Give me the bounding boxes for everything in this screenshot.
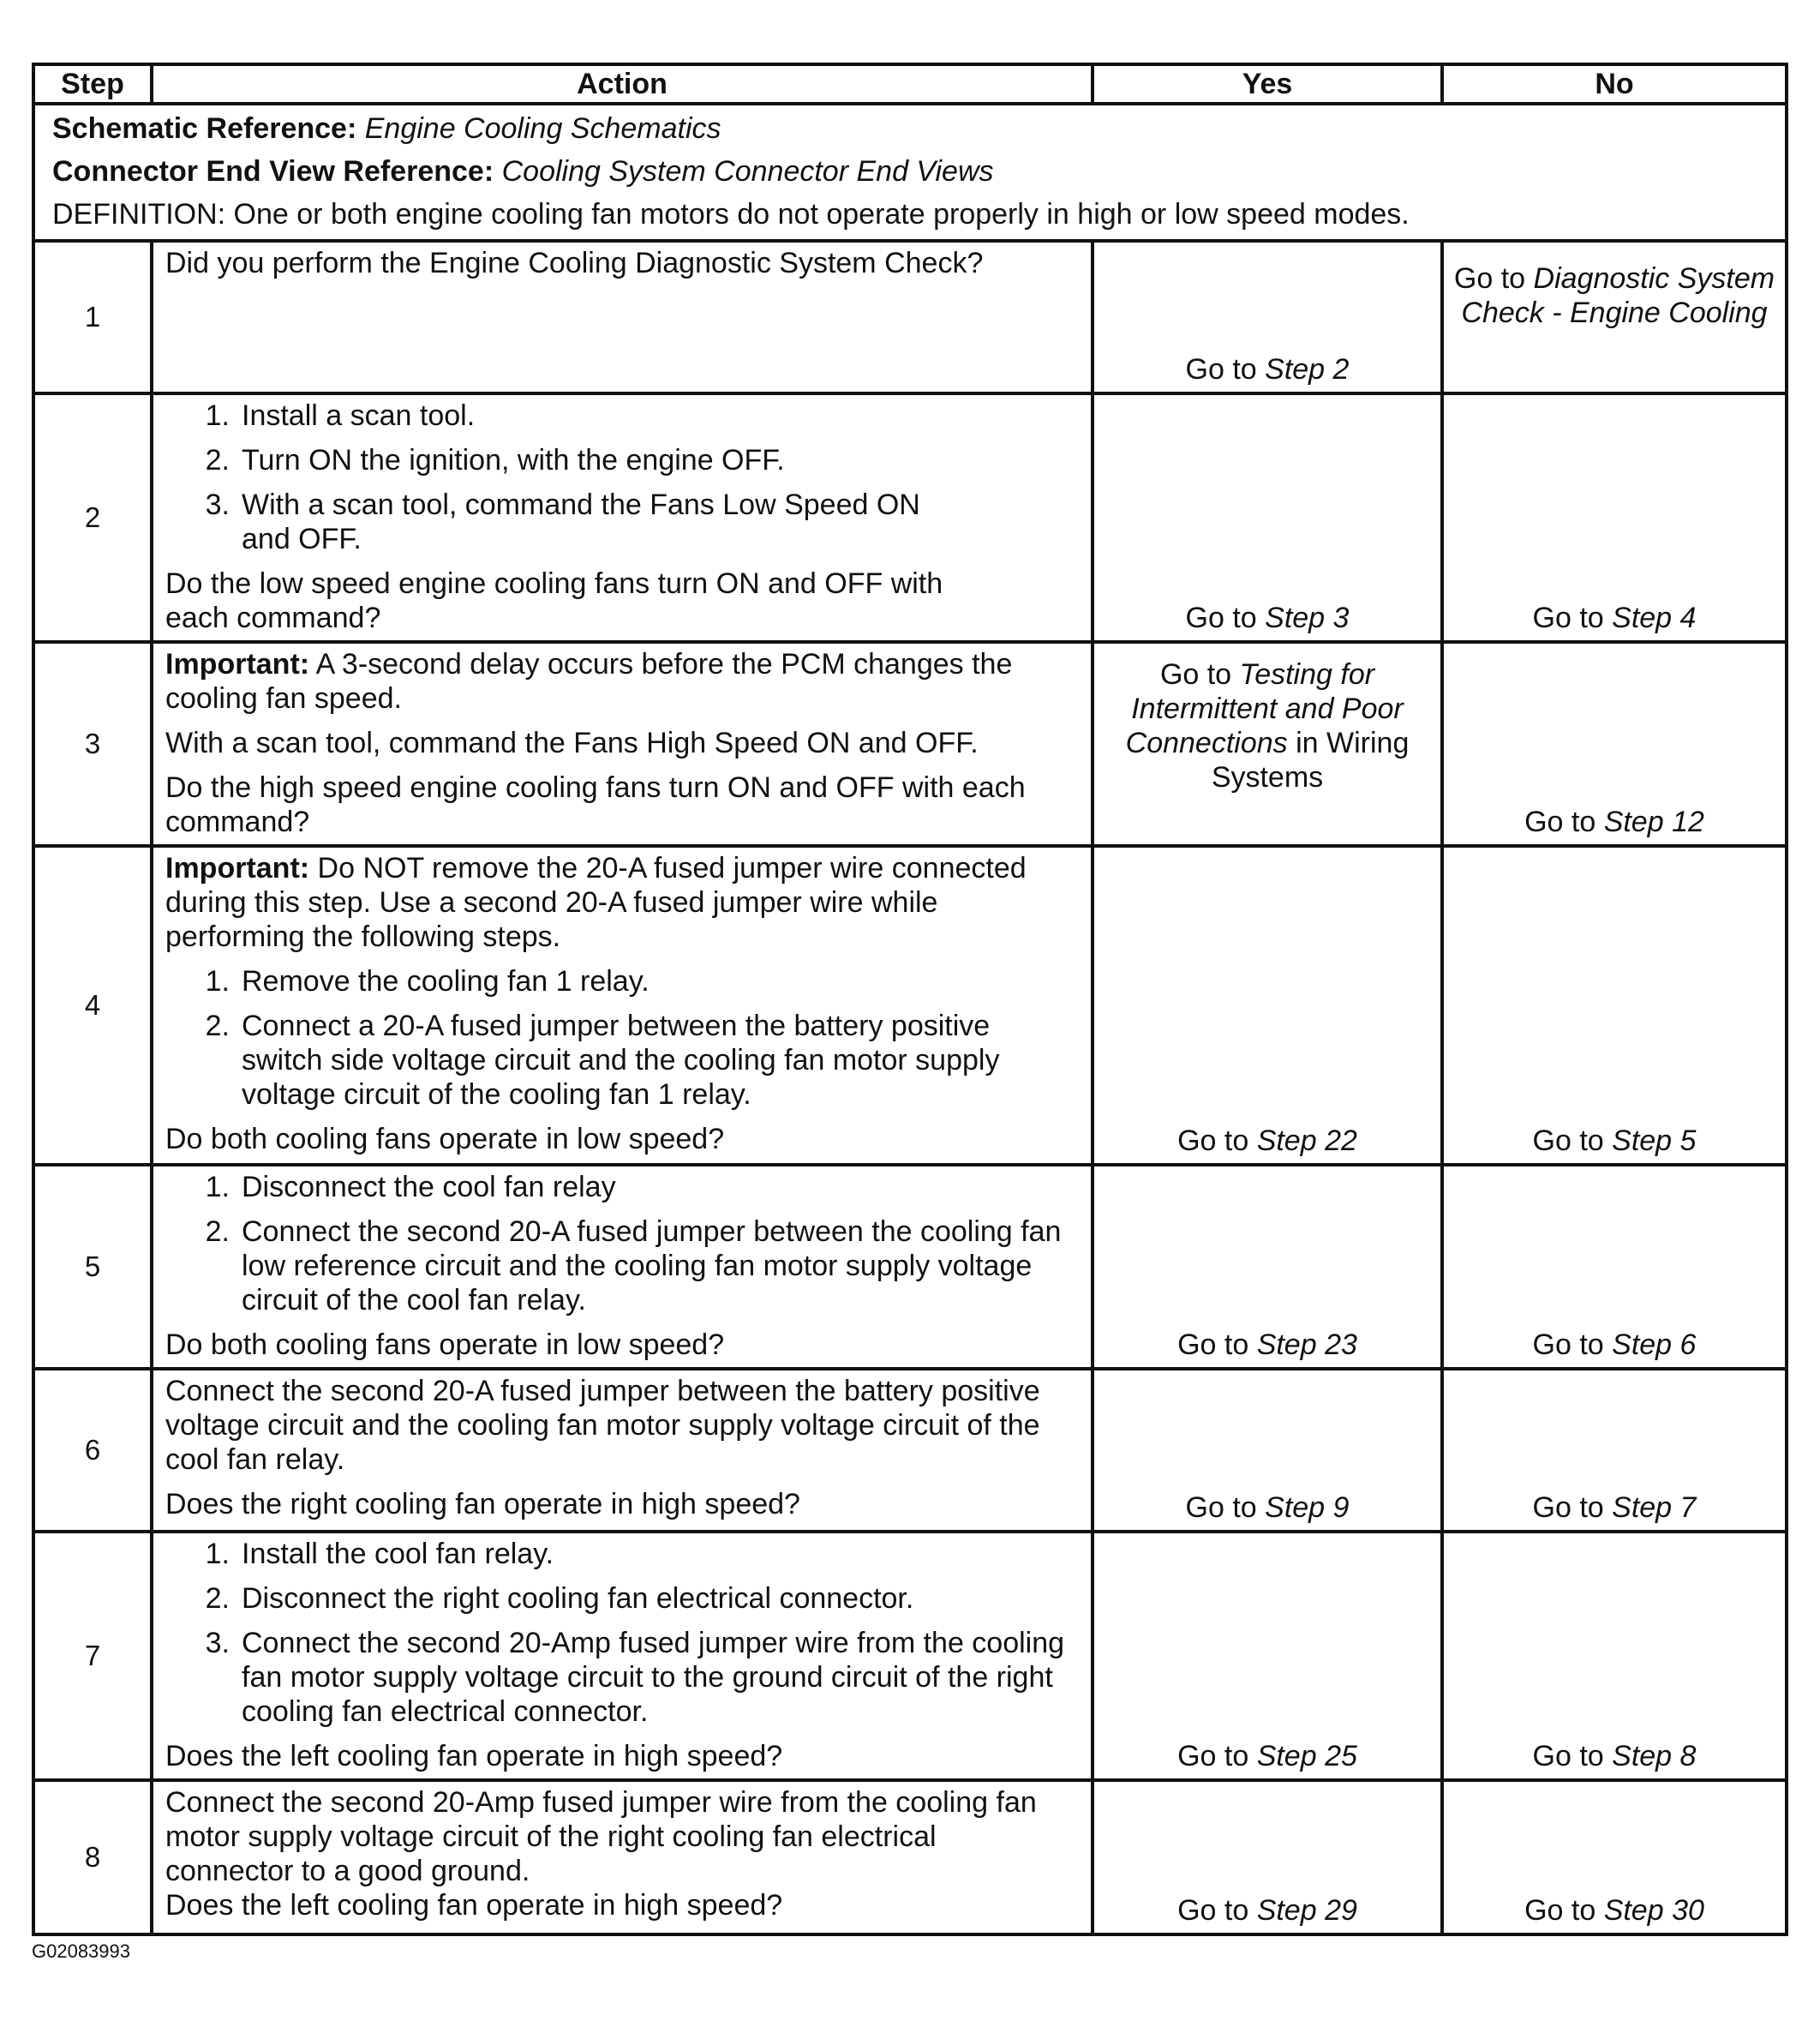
list-item: 1. Remove the cooling fan 1 relay. — [205, 965, 650, 998]
connector-reference-link[interactable]: Cooling System Connector End Views — [501, 155, 994, 188]
step-number: 1 — [33, 241, 152, 393]
no-link[interactable]: Step 6 — [1612, 1328, 1697, 1361]
reference-cell — [33, 104, 1787, 241]
header-yes: Yes — [1093, 64, 1442, 104]
list-item: 1. Install a scan tool. — [205, 399, 476, 432]
no-cell: Go to Step 12 — [1442, 642, 1787, 846]
yes-link[interactable]: Step 23 — [1256, 1328, 1357, 1361]
step-number: 3 — [33, 642, 152, 846]
connector-reference — [52, 150, 1768, 193]
list-item: 2. Turn ON the ignition, with the engine OFF. — [205, 444, 785, 477]
action-paragraph: Connect the second 20-A fused jumper between the battery positive voltage circuit and the cooling fan motor supply voltage circuit of the cool fan relay. — [165, 1375, 1040, 1476]
schematic-reference-label: Schematic Reference: — [52, 112, 357, 145]
action-cell — [152, 1532, 1093, 1780]
no-cell: Go to Step 4 — [1442, 393, 1787, 642]
action-steps-list — [165, 399, 1079, 556]
no-cell: Go to Step 7 — [1442, 1369, 1787, 1532]
no-cell: Go to Step 6 — [1442, 1165, 1787, 1369]
action-question: Do both cooling fans operate in low speed? — [165, 1123, 725, 1155]
action-cell — [152, 393, 1093, 642]
table-row — [33, 1369, 1787, 1532]
yes-cell: Go to Step 25 — [1093, 1532, 1442, 1780]
list-item: 3. Connect the second 20-Amp fused jumper wire from the cooling fan motor supply voltage circuit to the ground circuit of the right cooling fan electrical connector. — [205, 1627, 1065, 1728]
no-link[interactable]: Step 8 — [1612, 1740, 1697, 1772]
yes-link[interactable]: Step 29 — [1256, 1894, 1357, 1927]
yes-prefix: Go to — [1185, 353, 1266, 386]
table-row — [33, 241, 1787, 393]
step-number: 5 — [33, 1165, 152, 1369]
action-cell — [152, 846, 1093, 1165]
no-link[interactable]: Step 5 — [1612, 1124, 1697, 1157]
no-link[interactable]: Diagnostic System Check - Engine Cooling — [1461, 262, 1775, 329]
action-cell — [152, 1165, 1093, 1369]
list-item: 2. Connect the second 20-A fused jumper between the cooling fan low reference circuit and the cooling fan motor supply voltage circuit of the cool fan relay. — [205, 1215, 1062, 1316]
action-steps-list — [165, 1170, 1079, 1317]
table-row — [33, 1165, 1787, 1369]
yes-link[interactable]: Step 9 — [1265, 1491, 1350, 1524]
step-number: 8 — [33, 1780, 152, 1934]
important-note: Important: A 3-second delay occurs before the PCM changes the cooling fan speed. — [165, 648, 1013, 715]
action-question: Do both cooling fans operate in low speed? — [165, 1328, 725, 1361]
schematic-reference-link[interactable]: Engine Cooling Schematics — [364, 112, 721, 145]
table-row — [33, 846, 1787, 1165]
yes-link[interactable]: Step 2 — [1265, 353, 1350, 386]
table-header-row — [33, 64, 1787, 104]
table-row — [33, 1532, 1787, 1780]
yes-link[interactable]: Step 3 — [1265, 602, 1350, 634]
diagnostic-table — [32, 63, 1788, 1936]
yes-link[interactable]: Testing for Intermittent and Poor Connections — [1125, 658, 1404, 759]
list-item: 2. Disconnect the right cooling fan electrical connector. — [205, 1582, 914, 1615]
action-question: Does the left cooling fan operate in high speed? — [165, 1889, 783, 1922]
no-cell: Go to Step 30 — [1442, 1780, 1787, 1934]
action-cell — [152, 1780, 1093, 1934]
header-step: Step — [33, 64, 152, 104]
table-row — [33, 393, 1787, 642]
action-steps-list — [165, 964, 1079, 1112]
action-steps-list — [165, 1537, 1079, 1729]
yes-cell: Go to Step 3 — [1093, 393, 1442, 642]
diagnostic-table-document — [32, 63, 1785, 1936]
table-row — [33, 642, 1787, 846]
yes-cell: Go to Step 22 — [1093, 846, 1442, 1165]
step-number: 7 — [33, 1532, 152, 1780]
schematic-reference — [52, 107, 1768, 150]
action-question: Does the left cooling fan operate in high speed? — [165, 1740, 783, 1772]
step-number: 4 — [33, 846, 152, 1165]
yes-cell: Go to Step 9 — [1093, 1369, 1442, 1532]
action-paragraph: Connect the second 20-Amp fused jumper wire from the cooling fan motor supply voltage circuit of the right cooling fan electrical connector to a good ground. — [165, 1786, 1037, 1887]
header-action: Action — [152, 64, 1093, 104]
yes-cell: Go to Step 29 — [1093, 1780, 1442, 1934]
figure-id: G02083993 — [32, 1940, 130, 1962]
reference-row — [33, 104, 1787, 241]
important-note: Important: Do NOT remove the 20-A fused jumper wire connected during this step. Use a second 20-A fused jumper wire while performing the following steps. — [165, 852, 1027, 953]
list-item: 1. Disconnect the cool fan relay — [205, 1171, 616, 1203]
no-link[interactable]: Step 30 — [1603, 1894, 1704, 1927]
action-cell — [152, 1369, 1093, 1532]
list-item: 2. Connect a 20-A fused jumper between the battery positive switch side voltage circuit and the cooling fan motor supply voltage circuit of the cooling fan 1 relay. — [205, 1010, 1000, 1111]
list-item: 1. Install the cool fan relay. — [205, 1538, 554, 1570]
step-number: 6 — [33, 1369, 152, 1532]
definition-text: DEFINITION: One or both engine cooling fan motors do not operate properly in high or low speed modes. — [52, 198, 1410, 231]
no-link[interactable]: Step 7 — [1612, 1491, 1697, 1524]
yes-cell: Go to Step 23 — [1093, 1165, 1442, 1369]
list-item: 3. With a scan tool, command the Fans Low Speed ON and OFF. — [205, 489, 920, 555]
yes-link[interactable]: Step 25 — [1256, 1740, 1357, 1772]
no-prefix: Go to — [1453, 262, 1534, 295]
step-number: 2 — [33, 393, 152, 642]
yes-link[interactable]: Step 22 — [1256, 1124, 1357, 1157]
connector-reference-label: Connector End View Reference: — [52, 155, 494, 188]
action-paragraph: With a scan tool, command the Fans High Speed ON and OFF. — [165, 727, 979, 759]
no-link[interactable]: Step 12 — [1603, 806, 1704, 838]
header-no: No — [1442, 64, 1787, 104]
yes-cell — [1093, 241, 1442, 393]
no-cell — [1442, 241, 1787, 393]
no-cell: Go to Step 5 — [1442, 846, 1787, 1165]
table-row — [33, 1780, 1787, 1934]
no-cell: Go to Step 8 — [1442, 1532, 1787, 1780]
action-question: Does the right cooling fan operate in high speed? — [165, 1488, 800, 1520]
action-cell — [152, 642, 1093, 846]
action-question: Do the low speed engine cooling fans turn ON and OFF with each command? — [165, 567, 943, 634]
action-cell — [152, 241, 1093, 393]
action-question: Did you perform the Engine Cooling Diagnostic System Check? — [165, 247, 984, 279]
no-link[interactable]: Step 4 — [1612, 602, 1697, 634]
action-question: Do the high speed engine cooling fans turn ON and OFF with each command? — [165, 771, 1026, 838]
yes-cell: Go to Testing for Intermittent and Poor Connections in Wiring Systems — [1093, 642, 1442, 846]
